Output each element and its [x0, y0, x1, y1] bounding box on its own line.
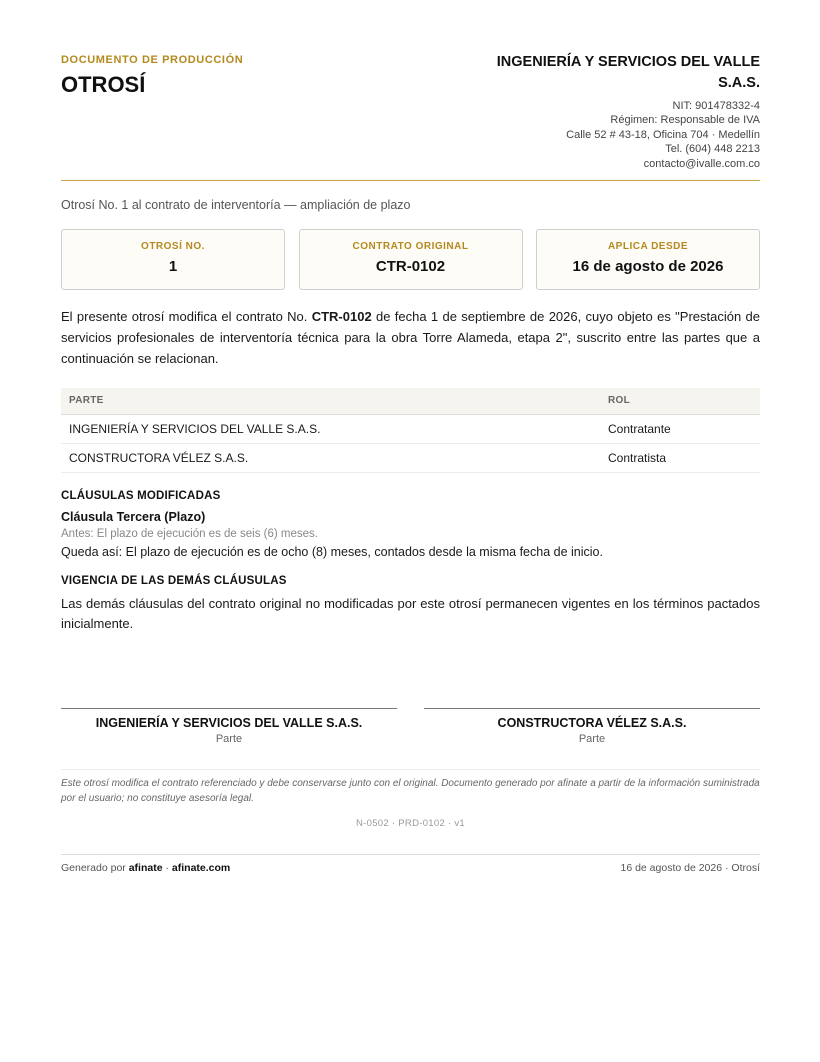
footer-brand: afinate	[128, 862, 163, 874]
card-value: 1	[168, 258, 178, 275]
legal-disclaimer: Este otrosí modifica el contrato referenciado y debe conservarse junto con el original. Documento generado por afinate a partir de la información suministrada por el usuario; no constituye asesoría legal.	[61, 778, 760, 804]
company-regimen: Régimen: Responsable de IVA	[610, 114, 760, 127]
signature-line	[61, 708, 397, 709]
signature-name: INGENIERÍA Y SERVICIOS DEL VALLE S.A.S.	[95, 716, 363, 730]
document-title: OTROSÍ	[61, 72, 146, 97]
footer-date-doctype: 16 de agosto de 2026 · Otrosí	[620, 862, 760, 874]
footer-generated-by	[61, 862, 230, 874]
summary-cards	[61, 229, 760, 290]
clause-name: Cláusula Tercera (Plazo)	[61, 510, 206, 524]
card-value: CTR-0102	[375, 258, 446, 275]
footer-prefix: Generado por	[61, 862, 129, 874]
party-name: INGENIERÍA Y SERVICIOS DEL VALLE S.A.S.	[61, 414, 600, 443]
document-kicker: DOCUMENTO DE PRODUCCIÓN	[61, 54, 244, 66]
intro-text-after: de fecha 1 de septiembre de 2026, cuyo objeto es "Prestación de servicios profesionales de interventoría técnica para la obra Torre Alameda, etapa 2", suscrito entre las partes que a continuación se relacionan.	[61, 309, 760, 366]
column-header-role: ROL	[600, 388, 760, 414]
footer-separator: ·	[162, 862, 172, 874]
table-row	[61, 443, 760, 472]
card-label: OTROSÍ NO.	[141, 241, 205, 252]
company-phone: Tel. (604) 448 2213	[665, 143, 760, 156]
intro-paragraph	[61, 306, 760, 369]
column-header-party: PARTE	[61, 388, 600, 414]
signature-line	[424, 708, 760, 709]
party-role: Contratista	[600, 443, 760, 472]
company-nit: NIT: 901478332-4	[672, 100, 760, 112]
party-name: CONSTRUCTORA VÉLEZ S.A.S.	[61, 443, 600, 472]
card-effective-date	[536, 229, 760, 290]
vigencia-paragraph: Las demás cláusulas del contrato original no modificadas por este otrosí permanecen vigentes en los términos pactados inicialmente.	[61, 596, 760, 631]
company-name: INGENIERÍA Y SERVICIOS DEL VALLE S.A.S.	[496, 54, 760, 91]
document-subtitle: Otrosí No. 1 al contrato de interventoría — ampliación de plazo	[61, 198, 411, 212]
card-original-contract	[299, 229, 523, 290]
table-row	[61, 414, 760, 443]
signature-block-contratante	[61, 708, 397, 745]
company-meta	[460, 99, 760, 171]
signature-role: Parte	[215, 733, 243, 745]
intro-contract-number: CTR-0102	[311, 309, 372, 324]
intro-text-before: El presente otrosí modifica el contrato No.	[61, 309, 312, 324]
reference-code: N-0502 · PRD-0102 · v1	[355, 818, 466, 829]
company-block	[460, 52, 760, 171]
signature-role: Parte	[578, 733, 606, 745]
vigencia-section-title: VIGENCIA DE LAS DEMÁS CLÁUSULAS	[61, 575, 287, 587]
header-divider	[61, 180, 760, 181]
signature-name: CONSTRUCTORA VÉLEZ S.A.S.	[497, 716, 687, 730]
clause-before-text: Antes: El plazo de ejecución es de seis (6) meses.	[61, 528, 318, 540]
clauses-section-title: CLÁUSULAS MODIFICADAS	[61, 490, 221, 502]
clause-after-text: Queda así: El plazo de ejecución es de ocho (8) meses, contados desde la misma fecha de inicio.	[61, 545, 603, 559]
company-address: Calle 52 # 43-18, Oficina 704 · Medellín	[566, 128, 760, 141]
disclaimer-divider	[61, 769, 760, 770]
footer-site-link[interactable]: afinate.com	[171, 862, 231, 874]
card-otrosi-number	[61, 229, 285, 290]
signature-block-contratista	[424, 708, 760, 745]
parties-table	[61, 388, 760, 473]
footer-divider	[61, 854, 760, 855]
card-value: 16 de agosto de 2026	[572, 258, 724, 275]
table-header-row	[61, 388, 760, 414]
party-role: Contratante	[600, 414, 760, 443]
card-label: APLICA DESDE	[607, 241, 689, 252]
document-header	[61, 52, 760, 172]
company-email: contacto@ivalle.com.co	[643, 157, 760, 170]
card-label: CONTRATO ORIGINAL	[352, 241, 469, 252]
